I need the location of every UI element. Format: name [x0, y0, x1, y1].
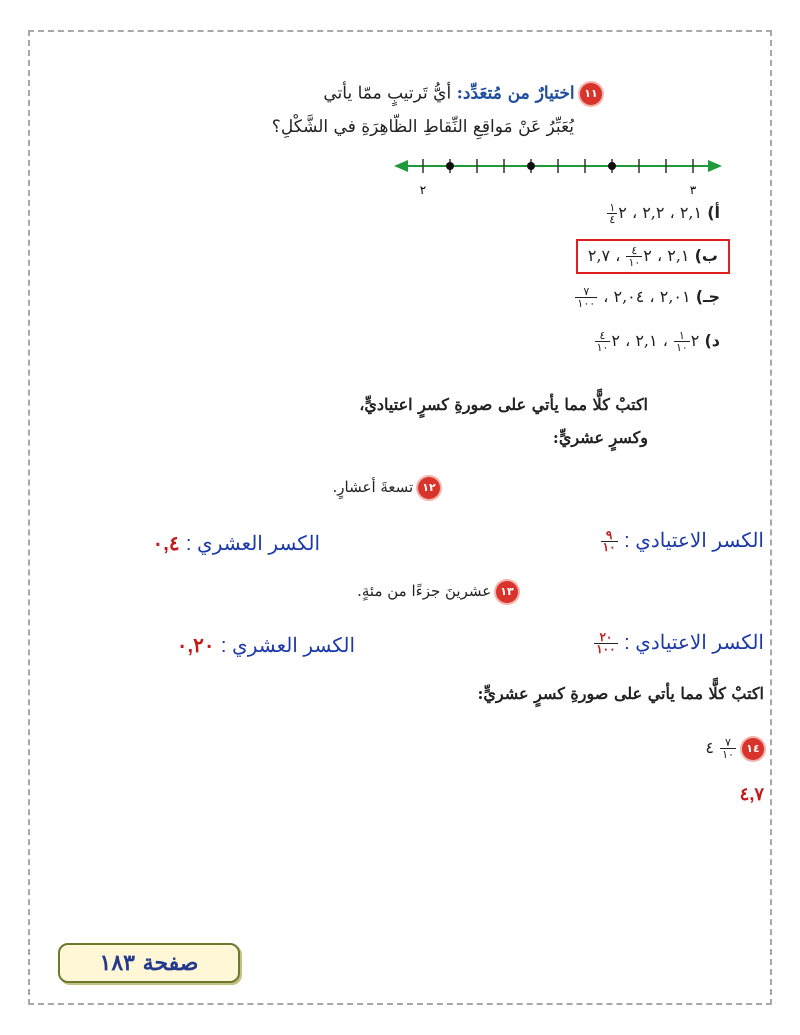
question-13-decimal-answer: [177, 633, 355, 658]
option-b-selected[interactable]: ب) ٢,١ ، ٢ $\frac{٤}{١٠}$ ، ٢,٧: [576, 239, 730, 274]
question-11-number: ١١: [580, 83, 602, 105]
option-c-fraction: $\frac{٧}{١٠٠}$: [577, 285, 596, 310]
question-12-common-label: الكسر الاعتيادي :: [624, 530, 764, 552]
number-line: [388, 150, 728, 200]
question-14-whole: ٤: [705, 738, 714, 757]
option-a-whole: ٢: [618, 203, 627, 222]
question-12-number: ١٢: [418, 477, 440, 499]
question-11-line1: [323, 83, 602, 105]
question-14-answer: ٤,٧: [739, 784, 764, 804]
question-13-number: ١٣: [496, 581, 518, 603]
number-line-point: [608, 162, 616, 170]
question-14-fraction: $\frac{٧}{١٠}$: [722, 736, 734, 761]
question-12-common-fraction: $\frac{٩}{١٠}$: [602, 528, 616, 555]
question-12-decimal-value: ٠,٤: [152, 533, 180, 555]
option-b-whole: ٢: [643, 246, 652, 265]
question-12-decimal-label: الكسر العشري :: [185, 533, 320, 555]
question-12-text: تسعةَ أعشارٍ.: [332, 478, 414, 496]
option-b-label: ب): [694, 246, 718, 265]
question-13-common-answer: [593, 630, 764, 655]
option-a-value-2: ٢,٢: [642, 203, 665, 222]
option-a-value-1: ٢,١: [679, 203, 703, 222]
question-11-prompt-1: أيُّ تَرتيبٍ ممّا يأتي: [323, 83, 452, 104]
number-line-point: [446, 162, 454, 170]
option-d-whole-1: ٢: [690, 331, 700, 350]
option-a-fraction: $\frac{١}{٤}$: [609, 201, 616, 226]
question-12: [333, 477, 440, 499]
option-d-whole-2: ٢: [611, 331, 620, 350]
option-c-value-1: ٢,٠١: [659, 287, 691, 306]
option-c[interactable]: جـ) ٢,٠١ ، ٢,٠٤ ، $\frac{٧}{١٠٠}$: [577, 285, 720, 310]
question-13: [357, 581, 518, 603]
question-11-title: اختيارٌ من مُتعَدِّد:: [456, 83, 575, 104]
number-line-left-arrow: [394, 160, 408, 172]
question-11-prompt-2: يُعَبِّرُ عَنْ مَواقِعِ النِّقاطِ الظّاهِرَةِ في الشَّكْلِ؟: [271, 117, 574, 137]
instruction-1-line-2: وكسرٍ عشريٍّ:: [552, 428, 648, 447]
option-d-value-2: ٢,١: [635, 331, 658, 350]
question-12-common-answer: [600, 528, 764, 553]
question-14: [705, 737, 764, 760]
number-line-point: [527, 162, 535, 170]
option-b-value-3: ٢,٧: [587, 246, 611, 265]
question-13-decimal-label: الكسر العشري :: [220, 635, 355, 657]
question-13-common-fraction: $\frac{٢٠}{١٠٠}$: [596, 630, 616, 657]
number-line-right-label: ٣: [689, 183, 697, 197]
option-d-fraction-1: $\frac{١}{١٠}$: [675, 329, 688, 354]
option-a[interactable]: أ) ٢,١ ، ٢,٢ ، ٢ $\frac{١}{٤}$: [609, 201, 720, 226]
option-c-value-2: ٢,٠٤: [613, 287, 645, 306]
question-14-number: ١٤: [742, 738, 764, 760]
option-b-fraction: $\frac{٤}{١٠}$: [628, 244, 641, 269]
question-13-text: عشرينَ جزءًا من مئةٍ.: [357, 582, 492, 600]
option-d-label: د): [704, 331, 720, 350]
instruction-2: اكتبْ كلًّا مما يأتي على صورةِ كسرٍ عشريٍّ:: [477, 684, 764, 703]
option-d-fraction-2: $\frac{٤}{١٠}$: [596, 329, 609, 354]
question-13-common-label: الكسر الاعتيادي :: [624, 632, 764, 654]
option-c-label: جـ): [695, 287, 720, 306]
question-12-decimal-answer: [153, 531, 320, 556]
number-line-right-arrow: [708, 160, 722, 172]
number-line-left-label: ٢: [419, 183, 427, 197]
option-a-label: أ): [707, 203, 720, 222]
option-d[interactable]: د) ٢ $\frac{١}{١٠}$ ، ٢,١ ، ٢ $\frac{٤}{١٠}$: [596, 329, 720, 354]
instruction-1-line-1: اكتبْ كلًّا مما يأتي على صورةِ كسرٍ اعتياديٍّ،: [359, 395, 648, 414]
question-13-decimal-value: ٠,٢٠: [176, 635, 215, 657]
option-b-value-1: ٢,١: [667, 246, 690, 265]
page-number-badge: صفحة ١٨٣: [58, 943, 240, 983]
